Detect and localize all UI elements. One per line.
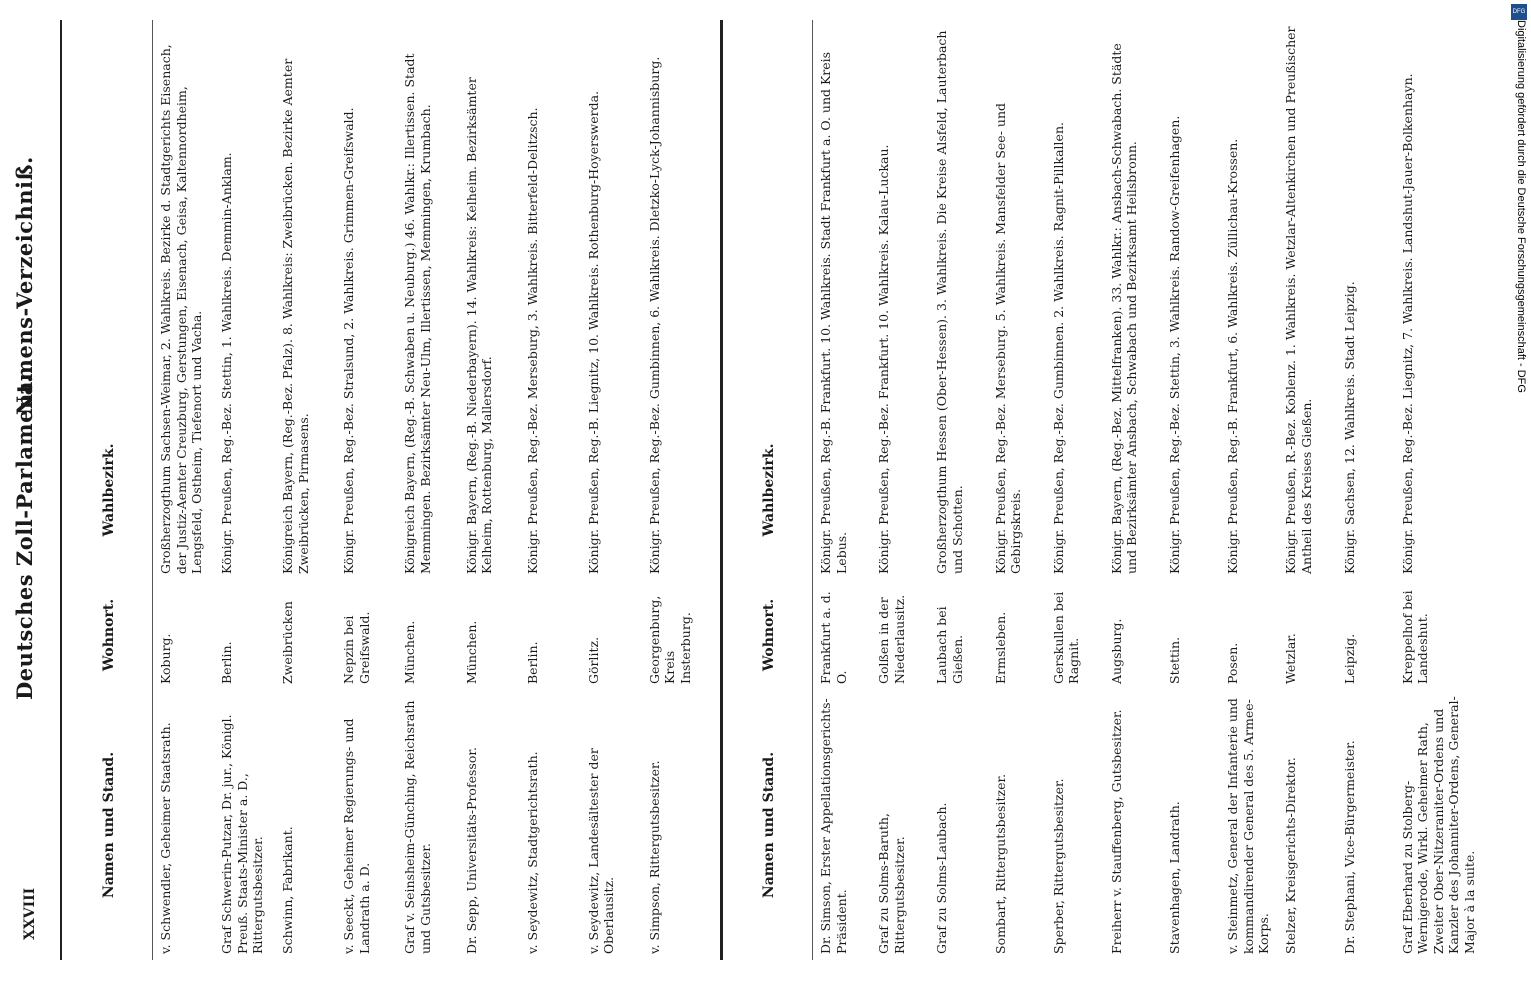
entry-name: Graf Eberhard zu Stolberg-Wernigerode, Wirkl. Geheimer Rath, Zweiter Ober-Nitzeraniter-Ordens und Kanzler des Johanniter-Ordens, General-Major à la suite. — [1399, 696, 1477, 954]
entry-residence: München. — [463, 620, 479, 684]
table-row — [1342, 20, 1400, 960]
table-row — [1109, 20, 1167, 960]
entry-residence: Gerskullen bei Ragnit. — [1050, 591, 1082, 684]
entry-name: v. Steinmetz, General der Infanterie und kommandirender General des 5. Armee-Korps. — [1225, 698, 1272, 954]
col-header-district-right: Wahlbezirk. — [761, 443, 777, 537]
table-row — [464, 20, 525, 960]
entry-residence: Wetzlar. — [1283, 633, 1299, 684]
entry-district: Königreich Bayern, (Reg.-B. Schwaben u. Neuburg.) 46. Wahlkr.: Illertissen. Stadt Memmingen. Bezirksämter Neu-Ulm, Illertissen, Memmingen, Krumbach. — [402, 53, 433, 574]
entry-district: Königr. Preußen, Reg.-Bez. Gumbinnen. 2. Wahlkreis. Ragnit-Pillkallen. — [1050, 122, 1066, 574]
entry-name: v. Seydewitz, Stadtgerichtsrath. — [524, 751, 540, 954]
entry-residence: Koburg. — [158, 633, 173, 684]
entry-residence: Görlitz. — [585, 636, 601, 684]
entry-residence: Zweibrücken — [280, 601, 296, 684]
entry-name: v. Simpson, Rittergutsbesitzer. — [646, 760, 662, 954]
entry-residence: Ermsleben. — [992, 611, 1008, 684]
entry-district: Königr. Preußen, Reg.-Bez. Gumbinnen, 6. Wahlkreis. Dletzko-Lyck-Johannisburg. — [646, 56, 662, 574]
table-row — [525, 20, 586, 960]
table-row — [647, 20, 708, 960]
right-table — [726, 20, 1486, 960]
entry-district: Königr. Preußen, R.-Bez. Koblenz. 1. Wahlkreis. Wetzlar-Altenkirchen und Preußischer Antheil des Kreises Gießen. — [1283, 26, 1314, 574]
page-number: XXVIII — [22, 887, 38, 940]
entry-district: Königr. Preußen, Reg.-B. Liegnitz, 10. Wahlkreis. Rothenburg-Hoyerswerda. — [585, 90, 601, 574]
right-table-rule — [812, 20, 813, 960]
entry-district: Königr. Preußen, Reg.-B. Frankfurt. 10. Wahlkreis. Stadt Frankfurt a. O. und Kreis Lebus. — [818, 51, 849, 574]
entry-district: Königr. Preußen, Reg.-Bez. Merseburg, 3. Wahlkreis. Bitterfeld-Delitzsch. — [524, 107, 540, 574]
entry-district: Königr. Preußen, Reg.-Bez. Stralsund, 2. Wahlkreis. Grimmen-Greifswald. — [341, 107, 357, 574]
entry-district: Königr. Preußen, Reg.-Bez. Merseburg. 5. Wahlkreis. Mansfelder See- und Gebirgskreis. — [992, 102, 1024, 574]
entry-name: Graf zu Solms-Laubach. — [934, 802, 950, 954]
entry-district: Königr. Preußen, Reg.-Bez. Frankfurt. 10. Wahlkreis. Kalau-Luckau. — [876, 144, 892, 574]
entry-district: Königr. Bayern, (Reg.-Bez. Mittelfranken). 33. Wahlkr.: Ansbach-Schwabach. Städte und Bezirksämter Ansbach, Schwabach und Bezirksamt Heilsbronn. — [1108, 43, 1140, 574]
right-table-rows — [818, 20, 1477, 960]
col-header-residence-right: Wohnort. — [761, 598, 777, 672]
entry-name: Sombart, Rittergutsbesitzer. — [992, 773, 1008, 954]
table-row — [1051, 20, 1109, 960]
entry-residence: Berlin. — [219, 641, 235, 684]
entry-name: Dr. Sepp, Universitäts-Professor. — [463, 747, 479, 954]
entry-name: Freiherr v. Stauffenberg, Gutsbesitzer. — [1108, 709, 1124, 954]
entry-district: Königreich Bayern, (Reg.-Bez. Pfalz). 8. Wahlkreis: Zweibrücken. Bezirke Aemter Zweibrücken, Pirmasens. — [280, 58, 311, 574]
entry-residence: Leipzig. — [1341, 633, 1357, 684]
table-row — [219, 20, 280, 960]
entry-name: Stavenhagen, Landrath. — [1167, 801, 1183, 954]
entry-residence: Laubach bei Gießen. — [934, 606, 965, 684]
entry-residence: Augsburg. — [1108, 618, 1124, 684]
col-header-name-left: Namen und Stand. — [101, 751, 117, 899]
entry-name: Stelzer, Kreisgerichts-Direktor. — [1283, 757, 1299, 954]
entry-residence: Kreppelhof bei Landeshut. — [1399, 590, 1431, 684]
entry-district: Königr. Sachsen, 12. Wahlkreis. Stadt Leipzig. — [1341, 281, 1357, 574]
left-table-rows — [158, 20, 708, 960]
col-header-district-left: Wahlbezirk. — [101, 443, 117, 537]
left-table-rule — [152, 20, 153, 960]
entry-name: v. Seeckt, Geheimer Regierungs- und Landrath a. D. — [341, 718, 372, 954]
col-header-residence-left: Wohnort. — [101, 598, 117, 672]
header-rule — [60, 20, 62, 960]
entry-name: Graf Schwerin-Putzar, Dr. jur., Königl. Preuß. Staats-Minister a. D., Rittergutsbesitzer. — [219, 714, 266, 954]
page-title-right: Namens-Verzeichniß. — [12, 156, 37, 415]
table-row — [1167, 20, 1225, 960]
table-row — [934, 20, 992, 960]
entry-district: Königr. Preußen, Reg.-Bez. Stettin, 1. Wahlkreis. Demmin-Anklam. — [219, 152, 235, 574]
table-divider — [720, 20, 723, 960]
entry-district: Königr. Preußen, Reg.-B. Frankfurt, 6. Wahlkreis. Züllichau-Krossen. — [1225, 138, 1241, 574]
table-row — [1399, 20, 1477, 960]
entry-district: Königr. Preußen, Reg.-Bez. Stettin, 3. Wahlkreis. Randow-Greifenhagen. — [1167, 115, 1183, 574]
entry-name: Graf zu Solms-Baruth, Rittergutsbesitzer. — [876, 813, 907, 954]
digitization-note-text: Digitalisierung gefördert durch die Deutsche Forschungsgemeinschaft - DFG — [1515, 20, 1527, 393]
entry-residence: München. — [402, 620, 418, 684]
entry-district: Königr. Preußen, Reg.-Bez. Liegnitz, 7. Wahlkreis. Landshut-Jauer-Bolkenhayn. — [1399, 73, 1415, 574]
entry-residence: Posen. — [1225, 642, 1241, 684]
entry-name: Dr. Stephani, Vice-Bürgermeister. — [1341, 740, 1357, 954]
entry-district: Großherzogthum Hessen (Ober-Hessen). 3. Wahlkreis. Die Kreise Alsfeld, Lauterbach und Schotten. — [934, 30, 965, 574]
table-row — [280, 20, 341, 960]
table-row — [341, 20, 402, 960]
table-row — [993, 20, 1051, 960]
entry-residence: Stettin. — [1167, 636, 1183, 684]
entry-residence: Frankfurt a. d. O. — [818, 591, 849, 684]
page-title-left: Deutsches Zoll-Parlament. — [12, 375, 37, 700]
entry-district: Königr. Bayern, (Reg.-B. Niederbayern). 14. Wahlkreis: Kelheim. Bezirksämter Kelheim, Rottenburg, Mallersdorf. — [463, 77, 495, 574]
entry-residence: Georgenburg, Kreis Insterburg. — [646, 595, 693, 684]
table-row — [402, 20, 463, 960]
entry-name: v. Schwendler, Geheimer Staatsrath. — [158, 722, 173, 954]
table-row — [818, 20, 876, 960]
table-row — [1225, 20, 1283, 960]
table-row — [158, 20, 219, 960]
table-row — [586, 20, 647, 960]
col-header-name-right: Namen und Stand. — [761, 751, 777, 899]
entry-residence: Berlin. — [524, 641, 540, 684]
entry-name: Sperber, Rittergutsbesitzer. — [1050, 778, 1066, 954]
table-row — [1283, 20, 1341, 960]
digitization-note — [1507, 20, 1527, 980]
entry-district: Großherzogthum Sachsen-Weimar, 2. Wahlkreis. Bezirke d. Stadtgerichts Eisenach, der Justiz-Aemter Creuzburg, Gerstungen, Eisenach, Geisa, Kaltennordheim, Lengsfeld, Ostheim, Tiefenort und Vacha. — [158, 44, 204, 574]
dfg-logo: DFG — [1511, 4, 1527, 20]
entry-residence: Nepzin bei Greifswald. — [341, 611, 372, 684]
left-table — [66, 20, 716, 960]
entry-name: Dr. Simson, Erster Appellationsgerichts-Präsident. — [818, 698, 849, 954]
entry-name: v. Seydewitz, Landesältester der Oberlausitz. — [585, 748, 617, 954]
entry-name: Schwinn, Fabrikant. — [280, 826, 296, 954]
entry-name: Graf v. Seinsheim-Günching, Reichsrath und Gutsbesitzer. — [402, 700, 433, 954]
table-row — [876, 20, 934, 960]
entry-residence: Golßen in der Niederlausitz. — [876, 594, 907, 684]
